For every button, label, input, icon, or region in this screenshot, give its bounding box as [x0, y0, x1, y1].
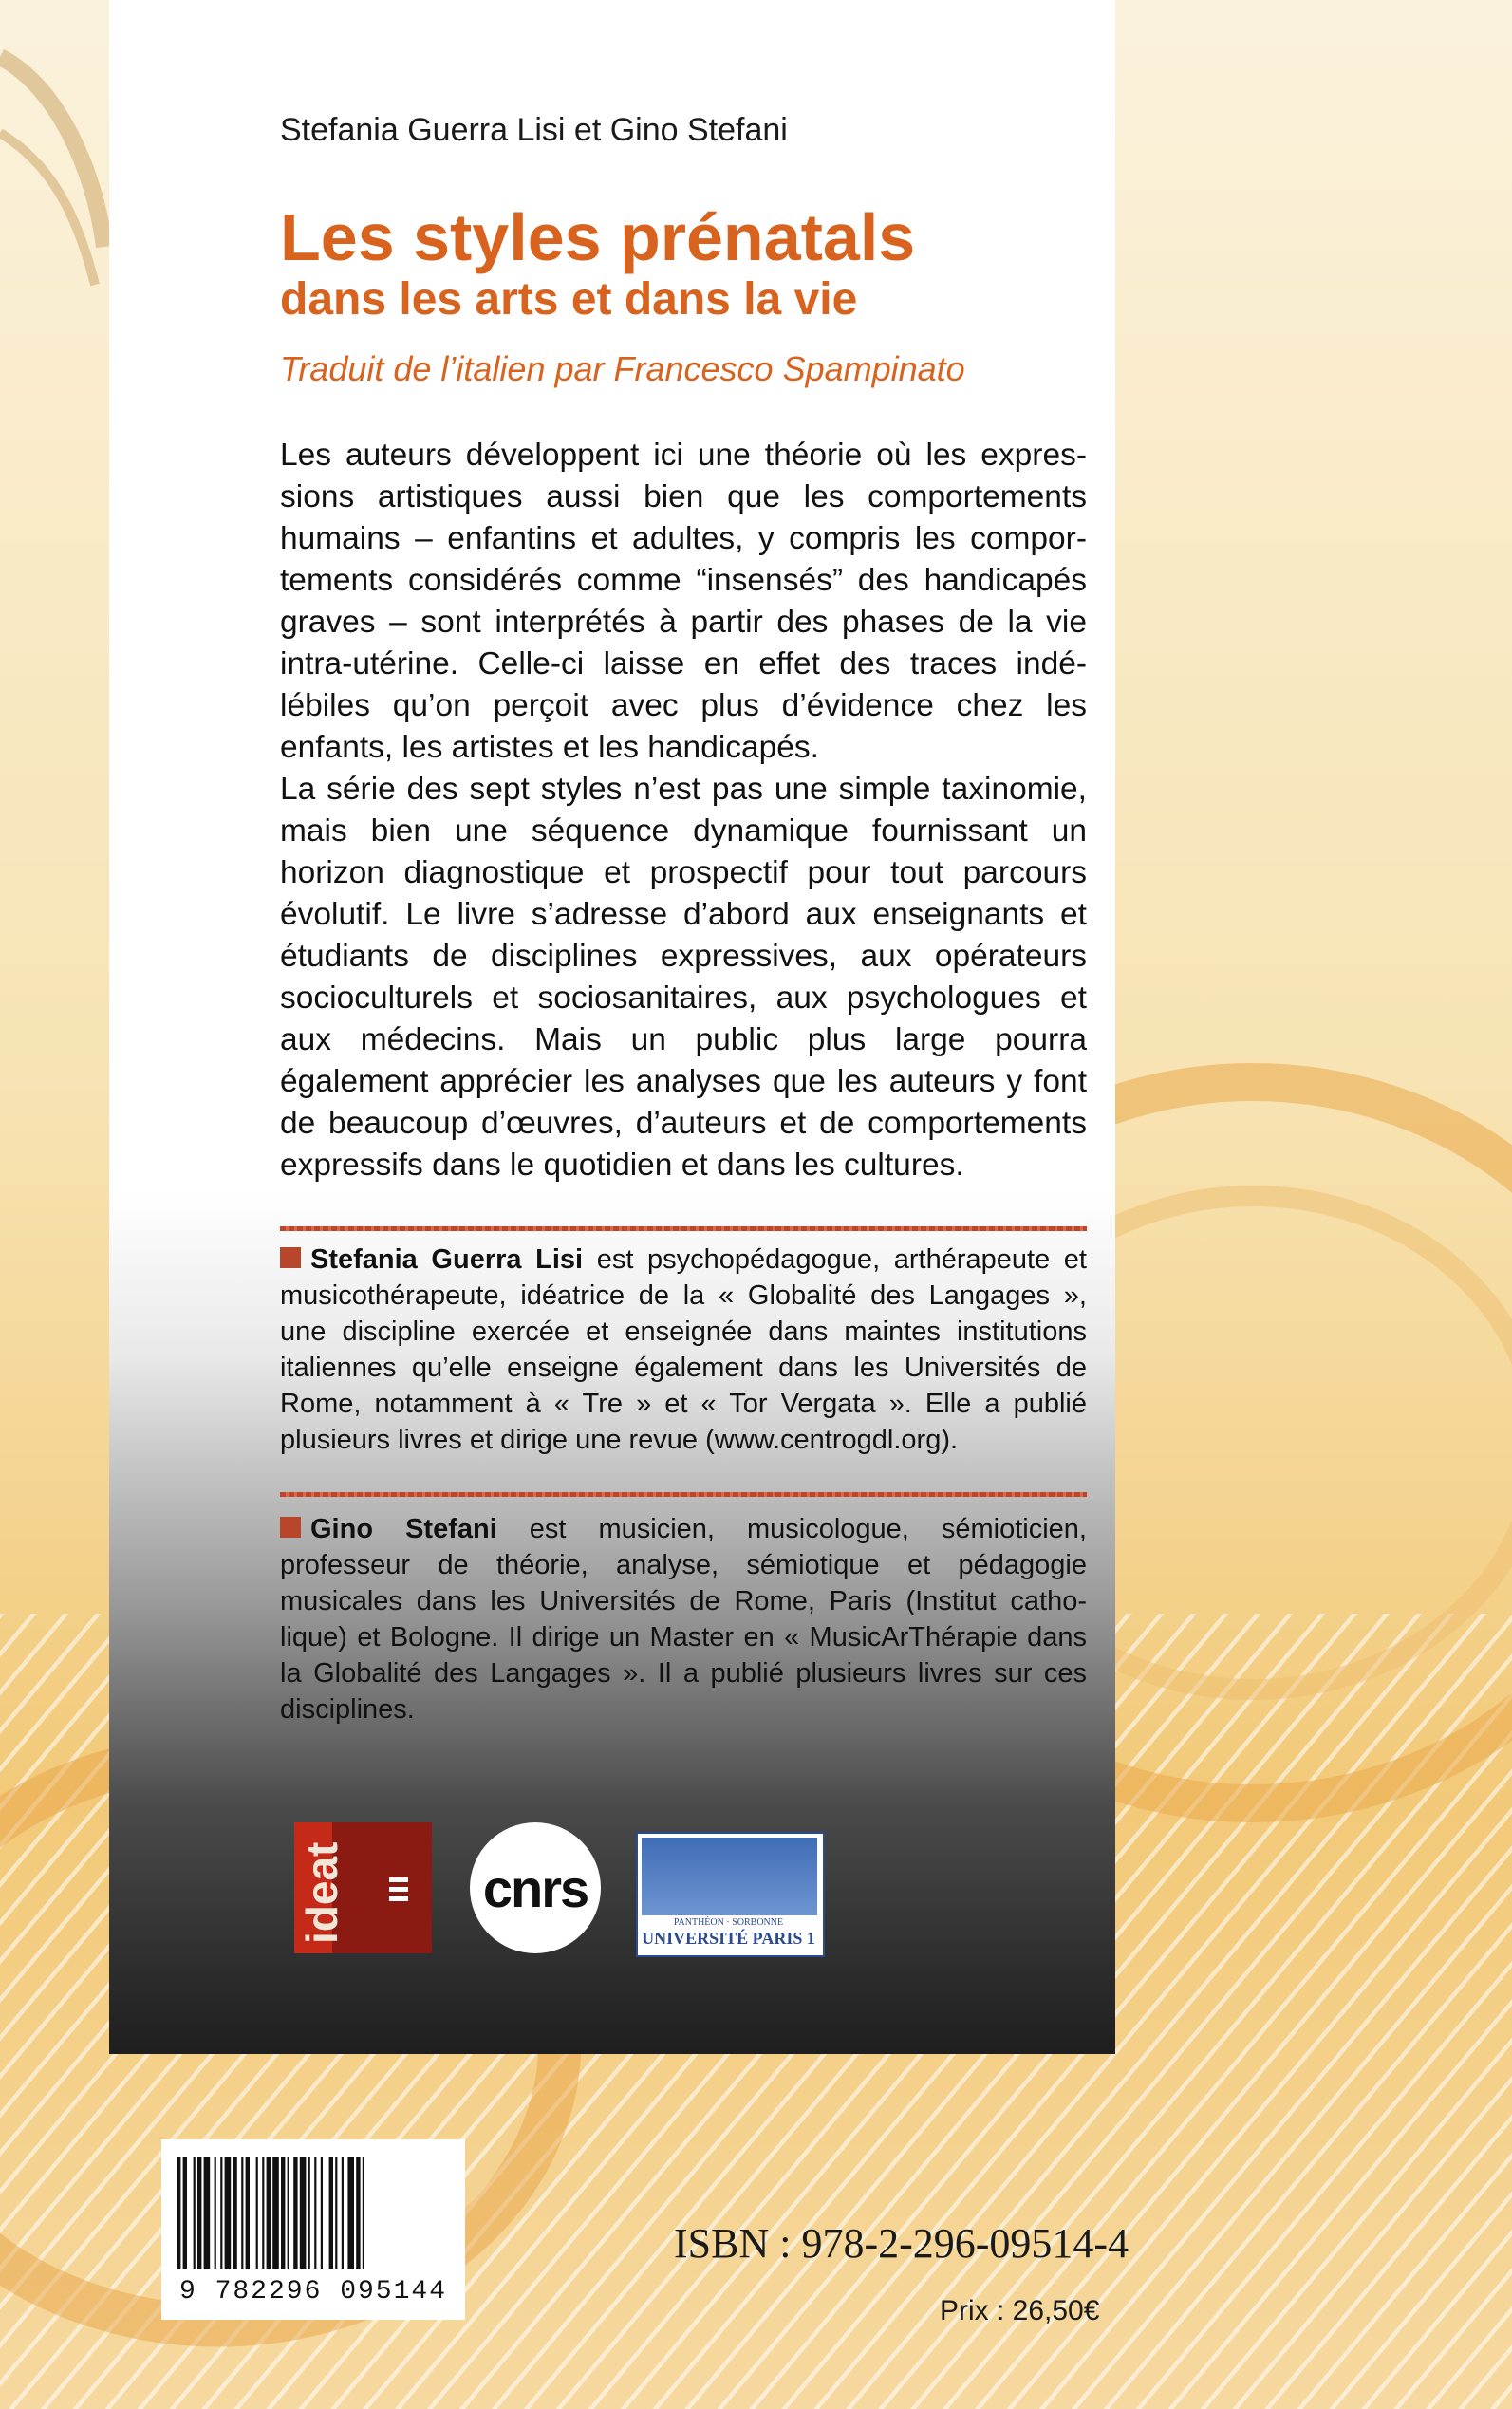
ideat-logo: ideat	[294, 1822, 432, 1953]
barcode-graphic	[173, 2157, 454, 2275]
author-bio-2	[280, 1511, 1087, 1727]
author-bio-1	[280, 1242, 1087, 1458]
bullet-square-icon	[280, 1247, 301, 1268]
price: Prix : 26,50€	[940, 2295, 1100, 2326]
universite-paris-1-logo: PANTHÉON · SORBONNE UNIVERSITÉ PARIS 1	[636, 1832, 825, 1957]
barcode-area	[161, 2139, 465, 2320]
book-title: Les styles prénatals	[280, 200, 916, 274]
book-subtitle: dans les arts et dans la vie	[280, 274, 858, 325]
author-bio-text: est psychopédagogue, arthérapeute et musicothérapeute, idéatrice de la « Globalité des Langages », une discipline exercée et enseignée dans maintes institutions italiennes qu’elle enseigne également dans les Universités de Rome, notamment à « Tre » et « Tor Vergata ». Elle a publié plusieurs livres et dirige une revue (www.centrogdl.org).	[280, 1244, 1087, 1455]
book-description	[280, 435, 1087, 1186]
divider-rule	[280, 1226, 1087, 1231]
author-name: Gino Stefani	[310, 1514, 497, 1544]
barcode-number: 9 782296 095144	[178, 2277, 448, 2306]
description-paragraph: La série des sept styles n’est pas une simple taxinomie, mais bien une séquence dynamique fournissant un horizon diagnostique et prospectif pour tout parcours évolutif. Le livre s’adresse d’abord aux enseignants et étudiants de disciplines expressives, aux opérateurs socioculturels et sociosanitaires, aux psychologues et aux médecins. Mais un public plus large pourra également apprécier les analyses que les auteurs y font de beaucoup d’œuvres, d’auteurs et de comportements expressifs dans le quotidien et dans les cultures.	[280, 772, 1087, 1183]
isbn: ISBN : 978-2-296-09514-4	[674, 2220, 1129, 2267]
description-paragraph: Les auteurs développent ici une théorie où les expressions artistiques aussi bien que les comportements humains – enfantins et adultes, y compris les comportements considérés comme “insensés” des handicapés graves – sont interprétés à partir des phases de la vie intra-utérine. Celle-ci laisse en effet des traces indélébiles qu’on perçoit avec plus d’évidence chez les enfants, les artistes et les handicapés.	[280, 438, 1087, 765]
author-name: Stefania Guerra Lisi	[310, 1244, 584, 1275]
map-icon	[642, 1838, 817, 1915]
cnrs-logo: cnrs	[470, 1822, 601, 1953]
divider-rule	[280, 1492, 1087, 1497]
bullet-square-icon	[280, 1517, 301, 1538]
translator-credit: Traduit de l’italien par Francesco Spampinato	[280, 349, 965, 388]
author-bio-text: est musicien, musicologue, sémioticien, professeur de théorie, analyse, sémiotique et pédagogie musicales dans les Universités de Rome, Paris (Institut catholique) et Bologne. Il dirige un Master en « MusicArThérapie dans la Globalité des Langages ». Il a publié plusieurs livres sur ces disciplines.	[280, 1514, 1087, 1725]
authors-line: Stefania Guerra Lisi et Gino Stefani	[280, 112, 788, 148]
